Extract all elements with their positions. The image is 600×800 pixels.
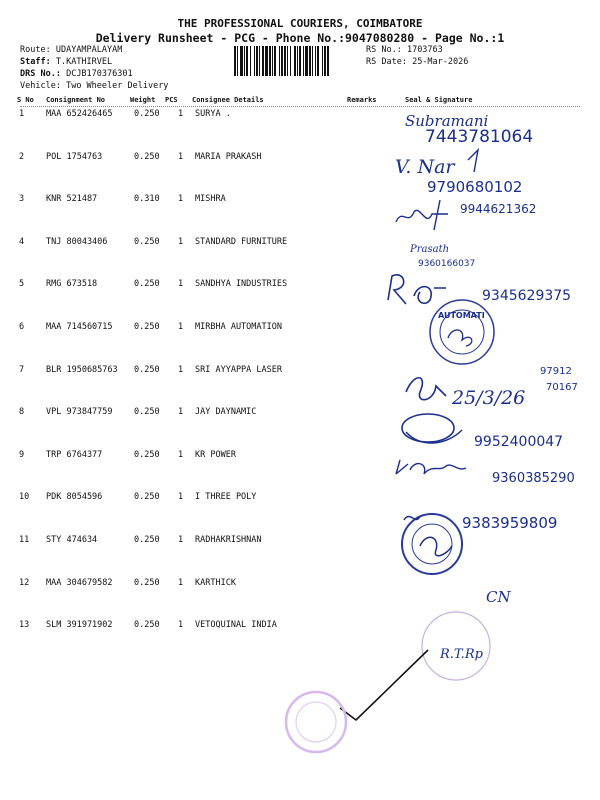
stamp-r11-inner (412, 524, 452, 564)
row-sno: 13 (19, 620, 30, 631)
row-consignee: I THREE POLY (195, 492, 257, 503)
signature-r8-loop (402, 414, 454, 442)
signature-r7-phone-top: 97912 (540, 366, 572, 377)
rs-date-value: 25-Mar-2026 (412, 57, 469, 67)
signature-r10-phone: 9383959809 (462, 514, 558, 532)
row-consignee: MISHRA (195, 194, 226, 205)
row-consignment-no: BLR 1950685763 (46, 364, 118, 375)
signature-r4-phone: 9360166037 (418, 259, 476, 269)
rs-no-value: 1703763 (406, 45, 443, 55)
row-pcs: 1 (178, 364, 184, 375)
row-consignment-no: PDK 8054596 (46, 492, 103, 503)
row-consignee: SURYA . (195, 109, 231, 119)
row-sno: 7 (19, 364, 25, 375)
row-consignment-no: RMG 673518 (46, 279, 98, 290)
row-weight: 0.250 (134, 577, 160, 588)
stamp-r13-faint (422, 612, 490, 680)
signature-r12-note: CN (486, 588, 511, 606)
row-pcs: 1 (178, 279, 184, 290)
signature-r7-scribble (406, 378, 446, 400)
row-consignee: JAY DAYNAMIC (195, 407, 257, 418)
signature-r5-scribble (388, 275, 446, 304)
row-pcs: 1 (178, 109, 184, 119)
drs-value: DCJB170376301 (66, 69, 133, 79)
staff-label: Staff: (20, 57, 51, 67)
col-seal: Seal & Signature (405, 96, 473, 104)
route-value: UDAYAMPALAYAM (55, 45, 123, 55)
signature-r9-phone: 9360385290 (492, 471, 575, 486)
signature-r1-name: Subramani (405, 112, 489, 130)
signature-r3-scribble (396, 200, 448, 230)
row-pcs: 1 (178, 407, 184, 418)
rs-no-label: RS No.: (366, 45, 402, 55)
row-pcs: 1 (178, 620, 184, 631)
stamp-bottom-faint-inner (296, 702, 336, 742)
row-sno: 10 (19, 492, 30, 503)
signature-r2-name: V. Nar (395, 156, 455, 178)
row-consignee: KR POWER (195, 449, 236, 460)
row-weight: 0.250 (134, 236, 160, 247)
col-sno: S No (17, 96, 34, 104)
row-sno: 6 (19, 322, 25, 332)
signature-r6-scribble (448, 330, 472, 346)
company-title: THE PROFESSIONAL COURIERS, COIMBATORE (177, 17, 423, 30)
col-remarks: Remarks (347, 96, 377, 104)
vehicle-label: Vehicle: (20, 81, 61, 91)
row-consignment-no: TNJ 80043406 (46, 236, 108, 247)
row-consignee: VETOQUINAL INDIA (195, 620, 277, 631)
row-sno: 8 (19, 407, 25, 418)
row-pcs: 1 (178, 577, 184, 588)
row-pcs: 1 (178, 449, 184, 460)
row-consignee: KARTHICK (195, 577, 236, 588)
row-consignment-no: KNR 521487 (46, 194, 98, 205)
stamp-bottom-faint (286, 692, 346, 752)
row-sno: 3 (19, 194, 25, 205)
row-consignment-no: MAA 652426465 (46, 109, 113, 119)
row-weight: 0.250 (134, 364, 160, 375)
row-pcs: 1 (178, 322, 184, 332)
row-sno: 5 (19, 279, 25, 290)
signature-r13-sign: R.T.Rp (440, 647, 483, 662)
row-consignee: MARIA PRAKASH (195, 151, 262, 162)
signature-r9-scribble (396, 460, 466, 474)
row-consignment-no: SLM 391971902 (46, 620, 113, 631)
row-sno: 4 (19, 236, 25, 247)
row-consignment-no: VPL 973847759 (46, 407, 113, 418)
signature-r5-phone: 9345629375 (482, 288, 572, 304)
row-weight: 0.250 (134, 449, 160, 460)
row-consignee: STANDARD FURNITURE (195, 236, 288, 247)
row-pcs: 1 (178, 151, 184, 162)
check-mark-icon (340, 650, 428, 720)
staff-value: T.KATHIRVEL (55, 57, 113, 67)
signature-r2-phone: 9790680102 (427, 178, 523, 196)
row-consignee: RADHAKRISHNAN (195, 535, 262, 545)
row-weight: 0.250 (134, 535, 160, 545)
row-pcs: 1 (178, 535, 184, 545)
col-consignment: Consignment No (46, 96, 106, 104)
row-pcs: 1 (178, 492, 184, 503)
row-consignee: MIRBHA AUTOMATION (195, 322, 282, 332)
row-weight: 0.250 (134, 109, 160, 119)
row-sno: 1 (19, 109, 25, 119)
signature-r2-flourish (468, 150, 478, 172)
row-weight: 0.250 (134, 492, 160, 503)
runsheet-title: Delivery Runsheet - PCG - Phone No.:9047080280 - Page No.:1 (95, 31, 505, 45)
row-consignee: SRI AYYAPPA LASER (195, 364, 282, 375)
col-weight: Weight (130, 96, 156, 104)
signature-r8-phone: 9952400047 (474, 434, 564, 450)
vehicle-value: Two Wheeler Delivery (66, 81, 169, 91)
col-consignee: Consignee Details (192, 96, 264, 104)
row-sno: 2 (19, 151, 25, 162)
row-sno: 11 (19, 535, 30, 545)
row-consignee: SANDHYA INDUSTRIES (195, 279, 288, 290)
row-weight: 0.250 (134, 279, 160, 290)
signature-r1-phone: 7443781064 (425, 127, 534, 147)
signature-r3-phone: 9944621362 (460, 202, 537, 216)
row-weight: 0.310 (134, 194, 160, 205)
signature-r7-date: 25/3/26 (452, 387, 526, 409)
stamp-r11-outer (402, 514, 462, 574)
row-weight: 0.250 (134, 620, 160, 631)
row-weight: 0.250 (134, 322, 160, 332)
signature-r4-name: Prasath (410, 244, 450, 255)
row-sno: 9 (19, 449, 25, 460)
row-consignment-no: POL 1754763 (46, 151, 103, 162)
drs-label: DRS No.: (20, 69, 61, 79)
rs-date-label: RS Date: (366, 57, 407, 67)
row-weight: 0.250 (134, 407, 160, 418)
row-sno: 12 (19, 577, 30, 588)
row-consignment-no: TRP 6764377 (46, 449, 103, 460)
row-pcs: 1 (178, 236, 184, 247)
signature-r7-phone-end: 70167 (546, 382, 578, 393)
stamp-r6-text: AUTOMATI (438, 311, 485, 320)
row-consignment-no: MAA 714560715 (46, 322, 113, 332)
row-consignment-no: MAA 304679582 (46, 577, 113, 588)
row-consignment-no: STY 474634 (46, 535, 98, 545)
route-label: Route: (20, 45, 51, 55)
col-pcs: PCS (165, 96, 178, 104)
row-weight: 0.250 (134, 151, 160, 162)
row-pcs: 1 (178, 194, 184, 205)
